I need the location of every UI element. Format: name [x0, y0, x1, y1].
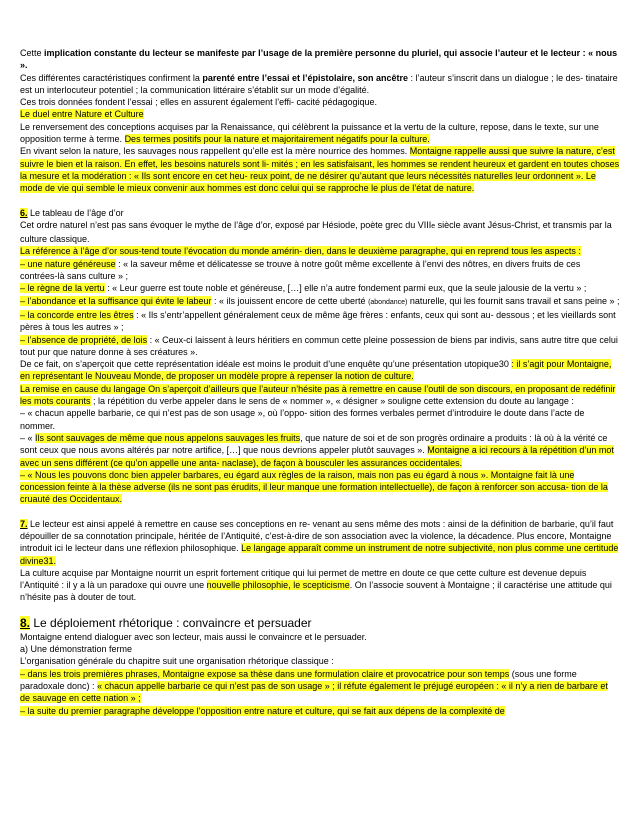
text-run: : « ils jouissent encore de cette uberté	[211, 295, 369, 306]
paragraph-p20	[20, 518, 620, 567]
text-run: ; la répétition du verbe appeler dans le sens de « nommer », « désigner » souligne cette extension du doute au langage :	[90, 396, 574, 407]
highlighted-text: 7.	[20, 518, 28, 529]
text-run: Ces différentes caractéristiques confirment la	[20, 72, 203, 83]
highlighted-text: Ils sont sauvages de même que nous appelons sauvages les fruits	[35, 432, 301, 443]
text-run: Le tableau de l’âge d’or	[27, 207, 124, 218]
paragraph-p9	[20, 245, 620, 257]
paragraph-gap	[20, 604, 620, 616]
text-run: Cette	[20, 48, 45, 58]
paragraph-p26	[20, 668, 620, 705]
highlighted-text: : il s’agit pour Montaigne, en représentant le Nouveau Monde, de proposer un modèle propre à repenser la notion de culture.	[20, 359, 612, 382]
paragraph-p18	[20, 432, 620, 469]
text-run: Cet ordre naturel n’est pas sans évoquer le mythe de l’âge d’or, exposé par Hésiode, poète grec du VIII	[20, 219, 432, 230]
paragraph-p3	[20, 96, 620, 108]
paragraph-p24	[20, 643, 620, 655]
text-run: a) Une démonstration ferme	[20, 644, 133, 655]
text-run: (sous une forme paradoxale donc) :	[20, 668, 577, 691]
paragraph-p8	[20, 219, 620, 246]
paragraph-p19	[20, 469, 620, 506]
text-run: – «	[20, 432, 36, 443]
text-run: : « la saveur même et délicatesse se trouve à notre goût même excellente à l’envi des nôtres, en divers fruits de ces contrées-là sans culture » ;	[20, 258, 581, 282]
text-run: – « chacun appelle barbarie, ce qui n’est pas de son usage », où l’oppo- sition des formes verbales permet d’introduire le doute dans l’acte de nommer.	[20, 408, 585, 431]
paragraph-p10	[20, 258, 620, 283]
text-run: e	[431, 222, 436, 230]
paragraph-p14	[20, 334, 620, 359]
text-run: : l’auteur s’inscrit dans un dialogue ; le des- tinataire est un interlocuteur potentiel ; la communication littéraire s’établit sur un mode d’égalité.	[20, 72, 618, 95]
text-run: naturelle, qui les fournit sans travail et sans peine » ;	[407, 295, 620, 306]
text-run: siècle avant Jésus-Christ, et transmis par la culture classique.	[20, 219, 612, 245]
paragraph-p22	[20, 616, 620, 631]
highlighted-text: La remise en cause du langage On s’aperçoit d’ailleurs que l’auteur n’hésite pas à remettre en cause l’outil de son discours, en proposant de redéfinir les mots courants	[20, 383, 616, 407]
text-run: : « Leur guerre est toute noble et généreuse, […] elle n’a autre fondement parmi eux, que la seule jalousie de la vertu » ;	[104, 283, 587, 294]
highlighted-text: Le langage apparaît comme un instrument de notre subjectivité, non plus comme une certitude divine31.	[20, 543, 619, 566]
highlighted-text: nouvelle philosophie, le scepticisme	[206, 580, 350, 591]
text-run: parenté entre l’essai et l’épistolaire, son ancêtre	[202, 72, 409, 83]
paragraph-p1	[20, 47, 620, 72]
text-run: De ce fait, on s’aperçoit que cette représentation idéale est moins le produit d’une enquête qu’une présentation utopique30	[20, 359, 512, 370]
text-run: Ces trois données fondent l’essai ; elles en assurent également l’effi- cacité pédagogique.	[20, 97, 378, 108]
paragraph-p12	[20, 295, 620, 309]
highlighted-text: – le règne de la vertu	[20, 283, 105, 294]
highlighted-text: – une nature généreuse	[20, 258, 116, 269]
highlighted-text: 6.	[20, 207, 28, 218]
highlighted-text: – « Nous les pouvons donc bien appeler barbares, eu égard aux règles de la raison, mais non pas eu égard à nous ». Montaigne fait là une concession feinte à la thèse adverse (ils ne sont pas érudits, il leur manque une formation intellectuelle), de façon à renforcer son accusa- tion de la cruauté des Occidentaux.	[20, 469, 608, 505]
paragraph-p15	[20, 358, 620, 383]
paragraph-p16	[20, 383, 620, 408]
text-run: Le lecteur est ainsi appelé à remettre en cause ses conceptions en re- venant au sens même des mots : ainsi de la définition de barbarie, qu’il faut dépouiller de sa connotation principale, héritée de l’Antiquité, c’est-à-dire de son association avec la violence, la décadence. Plus encore, Montaigne introduit ici le lecteur dans une réflexion philosophique.	[20, 518, 614, 554]
paragraph-p4	[20, 108, 620, 120]
text-run: . On l’associe souvent à Montaigne ; il caractérise une attitude qui n’hésite pas à douter de tout.	[20, 580, 612, 603]
highlighted-text: Le duel entre Nature et Culture	[20, 109, 144, 120]
text-run: (abondance)	[368, 298, 408, 306]
document-page	[20, 47, 620, 717]
text-run: Le renversement des conceptions acquises par la Renaissance, qui célèbrent la puissance et la vertu de la culture, repose, dans le texte, sur une opposition terme à terme.	[20, 121, 599, 145]
text-run: , que nature de soi et de son progrès ordinaire a produits : là où à la vérité ce sont ceux que nous avons altérés par notre artifice, […] que nous devrions appeler plutôt sauvages ».	[20, 432, 608, 456]
paragraph-p25	[20, 655, 620, 667]
text-run: implication constante du lecteur se manifeste par l’usage de la première personne du pluriel, qui associe l’auteur et le lecteur : « nous ».	[20, 48, 618, 71]
highlighted-text: La référence à l’âge d’or sous-tend toute l’évocation du monde amérin- dien, dans le deuxième paragraphe, qui en reprend tous les aspects :	[20, 246, 581, 257]
text-run: La culture acquise par Montaigne nourrit un esprit fortement critique qui lui permet de mettre en doute ce que cette culture est devenue depuis l’Antiquité : il y a là un paradoxe qui ouvre une	[20, 567, 587, 591]
paragraph-p21	[20, 567, 620, 604]
highlighted-text: 8.	[20, 615, 31, 630]
highlighted-text: – la suite du premier paragraphe développe l’opposition entre nature et culture, qui se fait aux dépens de la complexité de	[20, 705, 505, 716]
paragraph-gap	[20, 195, 620, 207]
paragraph-p27	[20, 705, 620, 717]
highlighted-text: – l’absence de propriété, de lois	[20, 334, 148, 345]
paragraph-gap	[20, 506, 620, 518]
paragraph-p11	[20, 282, 620, 294]
highlighted-text: – l’abondance et la suffisance qui évite le labeur	[20, 295, 212, 306]
text-run: Montaigne entend dialoguer avec son lecteur, mais aussi le convaincre et le persuader.	[20, 631, 367, 642]
paragraph-p5	[20, 121, 620, 146]
paragraph-p13	[20, 309, 620, 334]
paragraph-p2	[20, 72, 620, 97]
paragraph-p7	[20, 207, 620, 219]
paragraph-p6	[20, 145, 620, 194]
paragraph-p17	[20, 407, 620, 432]
highlighted-text: – dans les trois premières phrases, Montaigne expose sa thèse dans une formulation claire et provocatrice pour son temps	[20, 668, 510, 679]
text-run: : « Ceux-ci laissent à leurs héritiers en commun cette pleine possession de biens par indivis, sans autre titre que celui tout pur que nature donne à ses créatures ».	[20, 334, 618, 357]
highlighted-text: Montaigne a ici recours à la répétition d’un mot avec un sens différent (ce qu’on appelle une anta- naclase), de façon à bousculer les assurances occidentales.	[20, 445, 614, 468]
text-run: Le déploiement rhétorique : convaincre et persuader	[30, 615, 312, 630]
highlighted-text: Montaigne rappelle aussi que suivre la nature, c’est suivre le bien et la raison. En effet, les besoins naturels sont li- mités ; en les satisfaisant, les hommes se rendent heureux et gardent en toutes choses la mesure et la modération : « Ils sont encore en cet heu- reux point, de ne désirer qu’autant que leurs nécessités naturelles leur ordonnent ». Le mode de vie qui semble le mieux convenir aux hommes est donc celui qui se rapproche le plus de l’état de nature.	[20, 146, 620, 194]
text-run: L’organisation générale du chapitre suit une organisation rhétorique classique :	[20, 656, 334, 667]
highlighted-text: « chacun appelle barbarie ce qui n’est pas de son usage » ; il réfute également le préjugé européen : « il n’y a rien de barbare et de sauvage en cette nation » ;	[20, 680, 608, 704]
highlighted-text: Des termes positifs pour la nature et majoritairement négatifs pour la culture.	[124, 134, 430, 145]
paragraph-p23	[20, 631, 620, 643]
text-run: : « Ils s’entr’appellent généralement ceux de même âge frères : enfants, ceux qui sont au- dessous ; et les vieillards sont pères à tous les autres » ;	[20, 309, 616, 333]
text-run: En vivant selon la nature, les sauvages nous rappellent qu’elle est la mère nourrice des hommes.	[20, 146, 410, 157]
highlighted-text: – la concorde entre les êtres	[20, 309, 134, 320]
document-body	[20, 47, 620, 717]
